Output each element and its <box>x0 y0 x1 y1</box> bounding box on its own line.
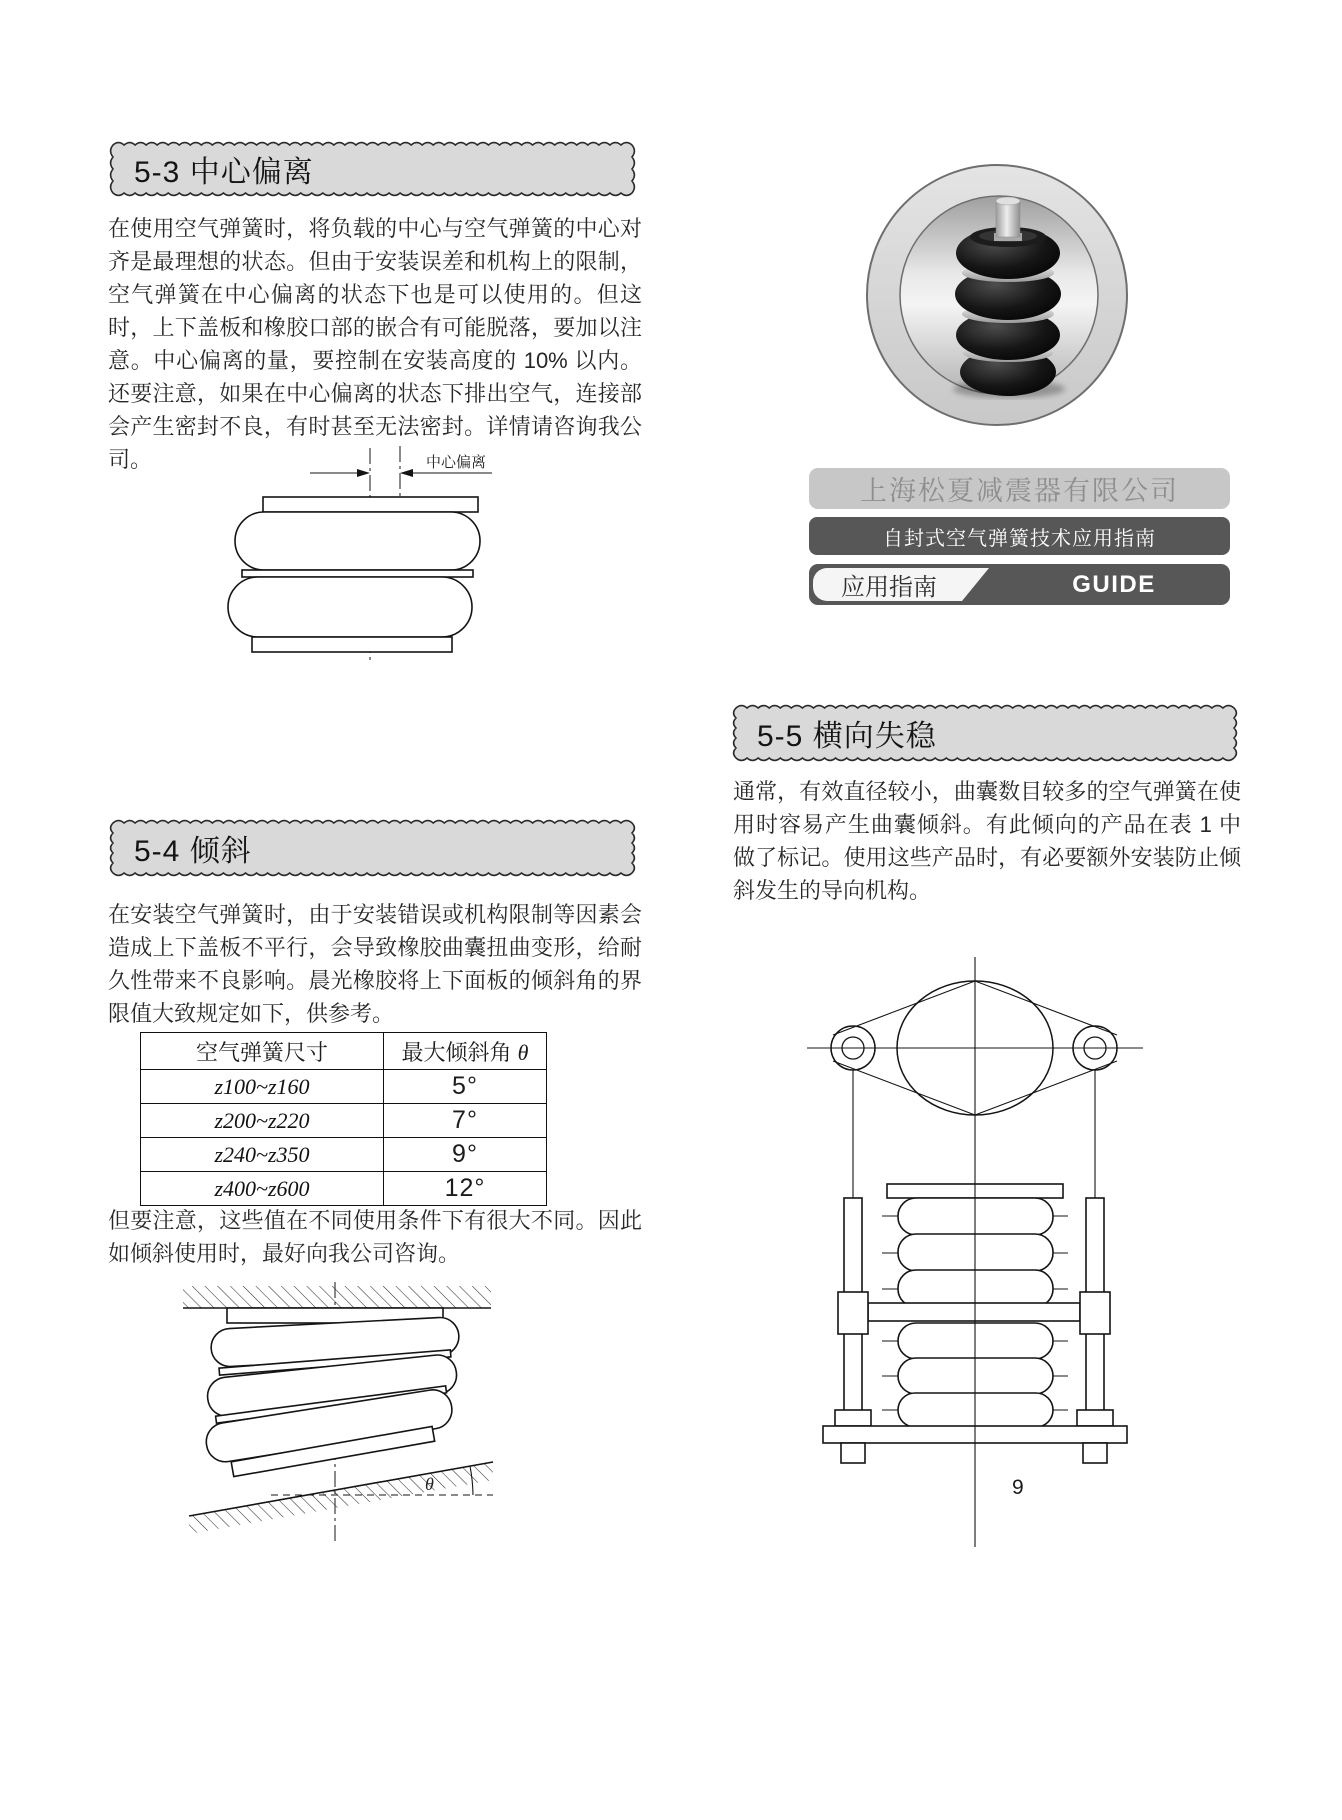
product-photo <box>863 161 1131 429</box>
air-spring-outline <box>228 497 480 652</box>
angle-cell: 5° <box>384 1070 547 1104</box>
guide-label: GUIDE <box>1072 570 1156 598</box>
section-header-5-5 <box>733 705 1237 761</box>
stem <box>996 201 1020 237</box>
paragraph-5-5: 通常，有效直径较小，曲囊数目较多的空气弹簧在使用时容易产生曲囊倾斜。有此倾向的产品在表 1 中做了标记。使用这些产品时，有必要额外安装防止倾斜发生的导向机构。 <box>733 779 1241 903</box>
col-header-size: 空气弹簧尺寸 <box>141 1033 384 1070</box>
theta-symbol: θ <box>517 1039 529 1065</box>
table-header-row <box>141 1033 547 1070</box>
ceiling-hatch <box>183 1286 491 1308</box>
tab-label: 应用指南 <box>841 574 937 601</box>
table-row <box>141 1070 547 1104</box>
section-title-5-4: 5-4 倾斜 <box>134 835 252 868</box>
section-title-5-3: 5-3 中心偏离 <box>134 156 314 189</box>
dimension-arrow-right <box>400 469 413 477</box>
col-header-angle: 最大倾斜角 θ <box>384 1033 547 1070</box>
angle-cell: 7° <box>384 1104 547 1138</box>
tilt-angle-label: θ <box>425 1474 434 1494</box>
offset-label: 中心偏离 <box>426 454 487 471</box>
tilt-angle-table <box>140 1032 547 1206</box>
left-clamp <box>838 1292 868 1334</box>
guide-mechanism-diagram <box>800 955 1145 1550</box>
size-cell: z200~z220 <box>141 1104 384 1138</box>
middle-plate <box>868 1303 1080 1321</box>
guide-tab-bar <box>809 564 1230 605</box>
size-cell: z100~z160 <box>141 1070 384 1104</box>
section-header-5-4 <box>110 820 635 876</box>
tilted-air-spring <box>204 1308 460 1477</box>
section-header-5-3 <box>110 142 635 196</box>
right-clamp <box>1080 1292 1110 1334</box>
paragraph-5-4: 在安装空气弹簧时，由于安装错误或机构限制等因素会造成上下盖板不平行，会导致橡胶曲囊扭曲变形，给耐久性带来不良影响。晨光橡胶将上下面板的倾斜角的界限值大致规定如下，供参考。 <box>108 902 642 1026</box>
left-nut <box>835 1410 871 1426</box>
dimension-arrow-left <box>357 469 370 477</box>
table-note: 但要注意，这些值在不同使用条件下有很大不同。因此如倾斜使用时，最好向我公司咨询。 <box>108 1208 642 1266</box>
section-title-5-5: 5-5 横向失稳 <box>757 720 937 753</box>
angle-cell: 9° <box>384 1138 547 1172</box>
table-row <box>141 1104 547 1138</box>
page-number: 9 <box>1012 1476 1024 1499</box>
center-offset-diagram <box>180 440 510 670</box>
company-banner: 上海松夏减震器有限公司 <box>809 468 1230 509</box>
right-nut <box>1077 1410 1113 1426</box>
table-row <box>141 1172 547 1206</box>
table-row <box>141 1138 547 1172</box>
tilt-diagram <box>175 1282 497 1550</box>
subtitle-banner: 自封式空气弹簧技术应用指南 <box>809 517 1230 555</box>
size-cell: z400~z600 <box>141 1172 384 1206</box>
size-cell: z240~z350 <box>141 1138 384 1172</box>
paragraph-5-3: 在使用空气弹簧时，将负载的中心与空气弹簧的中心对齐是最理想的状态。但由于安装误差和机构上的限制，空气弹簧在中心偏离的状态下也是可以使用的。但这时，上下盖板和橡胶口部的嵌合有可能脱落，要加以注意。中心偏离的量，要控制在安装高度的 10% 以内。还要注意，如果在中心偏离的状态下排出空气，连接部会产生密封不良，有时甚至无法密封。详情请咨询我公司。 <box>108 216 642 472</box>
angle-cell: 12° <box>384 1172 547 1206</box>
